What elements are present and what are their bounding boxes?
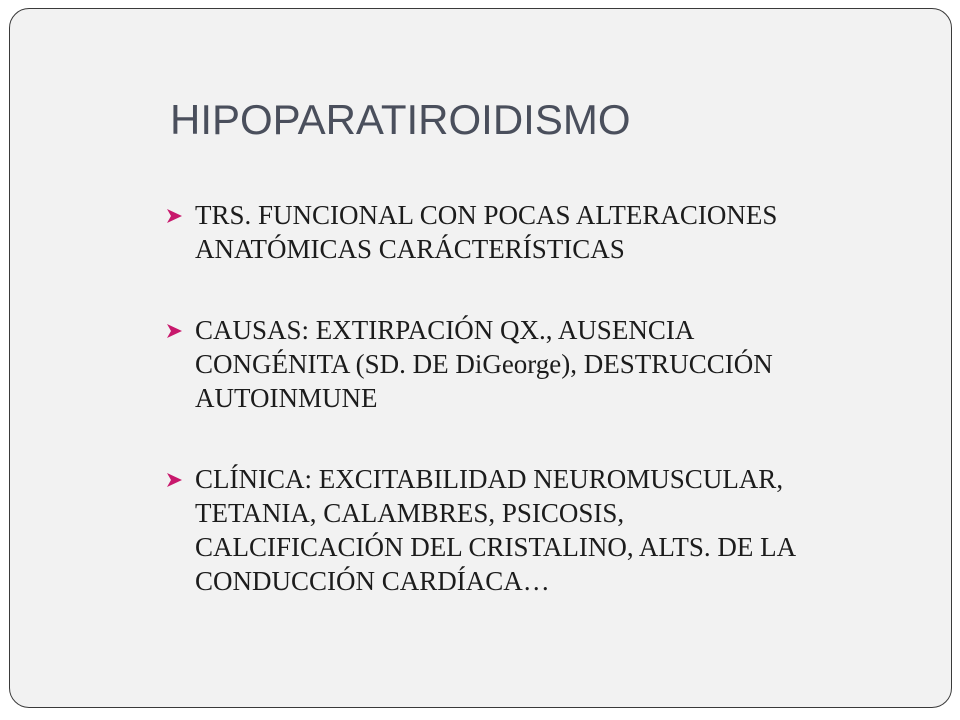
- bullet-line: CAUSAS: EXTIRPACIÓN QX., AUSENCIA: [195, 315, 695, 345]
- bullet-line: CONGÉNITA (SD. DE DiGeorge), DESTRUCCIÓN: [195, 349, 773, 379]
- bullet-item-causas: [167, 313, 947, 415]
- bullet-line: ANATÓMICAS CARÁCTERÍSTICAS: [195, 234, 625, 264]
- bullet-item-funcional: [167, 198, 947, 266]
- bullet-list: [167, 198, 947, 598]
- bullet-line: CLÍNICA: EXCITABILIDAD NEUROMUSCULAR,: [195, 464, 784, 494]
- bullet-item-clinica: [167, 462, 947, 598]
- bullet-line: TETANIA, CALAMBRES, PSICOSIS,: [195, 498, 625, 528]
- arrowhead-bullet-icon: [167, 473, 182, 487]
- arrowhead-bullet-icon: [167, 209, 182, 223]
- bullet-line: CALCIFICACIÓN DEL CRISTALINO, ALTS. DE LA: [195, 532, 797, 562]
- arrowhead-bullet-icon: [167, 324, 182, 338]
- slide-title: HIPOPARATIROIDISMO: [170, 96, 631, 143]
- bullet-line: TRS. FUNCIONAL CON POCAS ALTERACIONES: [195, 200, 778, 230]
- bullet-line: CONDUCCIÓN CARDÍACA…: [195, 566, 550, 596]
- bullet-line: AUTOINMUNE: [195, 383, 378, 413]
- slide-frame: [9, 8, 952, 708]
